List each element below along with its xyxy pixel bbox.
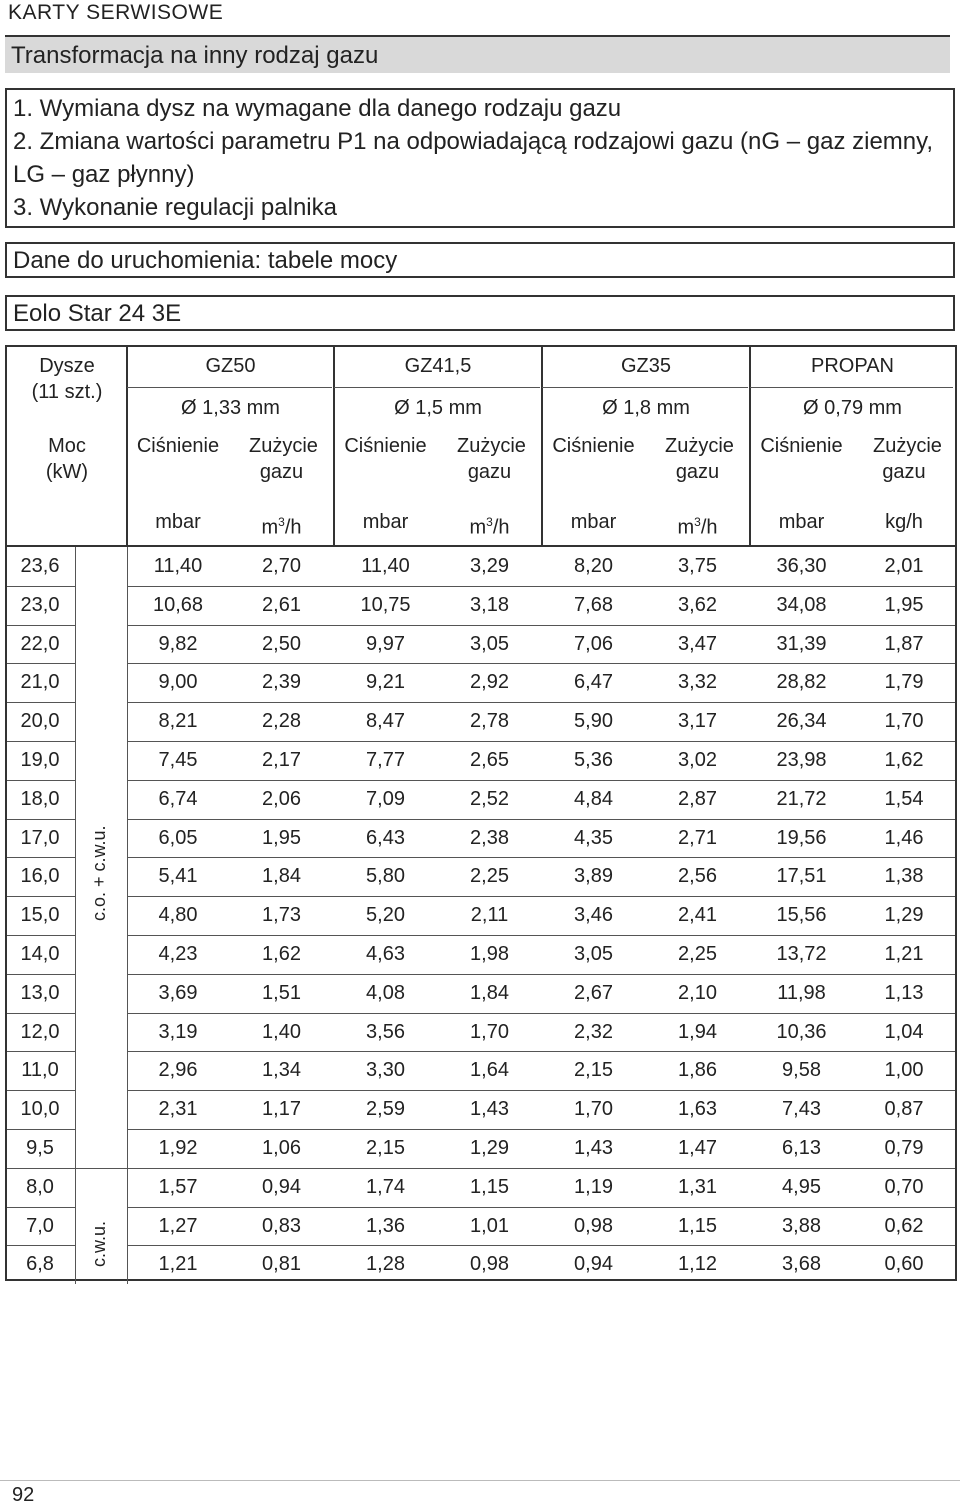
moc-unit: (kW) [45,461,89,483]
row-divider [127,1168,955,1169]
table-cell: 0,94 [262,1175,301,1198]
table-cell: 0,98 [574,1214,613,1237]
table-cell: 1,70 [470,1020,509,1043]
table-cell: 2,39 [262,671,301,694]
table-cell: 2,67 [574,981,613,1004]
table-cell: 2,01 [884,555,924,577]
nozzle-diameter: Ø 1,8 mm [602,397,690,419]
steps-list [5,88,955,228]
row-divider [7,1051,75,1052]
table-cell: 1,54 [884,787,924,810]
table-cell: 2,17 [262,749,301,771]
table-cell: 0,70 [884,1175,924,1198]
table-cell: 1,51 [262,981,301,1004]
table-cell: 2,31 [158,1098,198,1121]
table-cell: 31,39 [776,632,827,655]
header-spacer [7,425,955,426]
table-cell: 6,74 [158,787,198,810]
table-cell: 3,30 [366,1059,405,1082]
row-divider [127,625,955,626]
gas-name-divider [334,387,540,388]
table-cell: 10,75 [360,593,411,616]
table-cell: 2,28 [262,710,301,733]
table-cell: 2,06 [262,787,301,810]
table-cell: 1,79 [884,671,924,694]
table-cell: 6,47 [574,671,613,694]
table-cell: 4,35 [574,826,613,849]
table-cell: 1,87 [884,632,924,655]
dysze-count: (11 szt.) [31,381,103,403]
table-cell: 4,84 [574,787,613,810]
table-cell: 4,63 [366,943,405,965]
consumption-label: Zużycie gazu [249,435,318,483]
table-cell: 3,62 [678,593,717,616]
table-cell: 11,40 [361,555,410,577]
table-cell: 5,20 [366,904,405,927]
row-divider [7,819,75,820]
row-divider [7,1168,75,1169]
row-divider [7,857,75,858]
table-cell: 1,29 [884,904,924,927]
table-cell: 3,17 [678,710,717,733]
consumption-label: Zużycie gazu [457,435,526,483]
table-cell: 1,19 [574,1175,613,1198]
table-cell: 1,21 [884,943,924,965]
table-cell: 1,43 [470,1098,509,1121]
table-cell: 2,15 [574,1059,613,1082]
nozzle-diameter: Ø 1,5 mm [394,397,482,419]
table-cell: 1,86 [678,1059,717,1082]
table-cell: 4,08 [366,981,405,1004]
table-cell: 6,43 [366,826,405,849]
table-cell: 2,50 [262,632,301,655]
table-cell: 1,73 [262,904,301,927]
row-divider [7,1013,75,1014]
table-cell: 1,00 [884,1059,924,1082]
subtitle-box [5,242,955,278]
table-cell: 1,36 [366,1214,405,1237]
table-cell: 1,98 [470,943,509,965]
table-cell: 3,05 [574,943,613,965]
step-item: 2. Zmiana wartości parametru P1 na odpowiadającą rodzajowi gazu (nG – gaz ziemny, LG – gaz płynny) [13,128,934,188]
table-cell: 2,52 [470,787,509,810]
row-divider [7,1207,75,1208]
row-divider [127,1207,955,1208]
power-value: 19,0 [20,749,60,771]
row-divider [127,935,955,936]
row-divider [7,1129,75,1130]
table-cell: 15,56 [776,904,827,927]
title-bar [5,35,950,73]
table-cell: 1,13 [884,981,924,1004]
table-cell: 6,05 [158,826,198,849]
row-divider [7,896,75,897]
row-divider [127,1013,955,1014]
table-cell: 2,78 [470,710,509,733]
gas-name-divider [542,387,748,388]
table-cell: 5,80 [366,865,405,888]
table-cell: 0,83 [262,1214,301,1237]
mode-column-left-edge [75,547,76,1284]
table-cell: 2,15 [366,1137,405,1159]
table-cell: 5,41 [158,865,198,888]
table-cell: 1,27 [158,1214,198,1237]
table-cell: 9,82 [158,632,198,655]
table-cell: 1,38 [884,865,924,888]
table-cell: 10,36 [776,1020,827,1043]
table-cell: 1,84 [470,981,509,1004]
table-cell: 7,06 [574,632,613,655]
table-cell: 2,59 [366,1098,405,1121]
table-cell: 7,09 [366,787,405,810]
table-cell: 2,25 [678,943,717,965]
table-cell: 1,43 [574,1137,613,1159]
header-divider [7,545,955,547]
table-cell: 3,75 [678,555,717,577]
power-value: 23,6 [20,555,60,577]
table-cell: 5,90 [574,710,613,733]
pressure-unit: mbar [778,511,825,533]
table-cell: 0,87 [884,1098,924,1121]
table-cell: 8,21 [158,710,198,733]
consumption-label: Zużycie gazu [665,435,734,483]
table-cell: 2,32 [574,1020,613,1043]
table-cell: 2,10 [678,981,717,1004]
table-cell: 36,30 [776,555,827,577]
table-cell: 2,41 [678,904,717,927]
gas-name-divider [750,387,953,388]
power-value: 22,0 [20,632,60,655]
table-cell: 1,31 [678,1175,717,1198]
table-cell: 3,47 [678,632,717,655]
section-label: KARTY SERWISOWE [8,1,224,24]
power-value: 15,0 [20,904,60,927]
table-cell: 7,77 [366,749,405,771]
power-value: 21,0 [20,671,60,694]
row-divider [127,663,955,664]
row-divider [7,625,75,626]
table-cell: 3,05 [470,632,509,655]
pressure-unit: mbar [362,511,409,533]
table-cell: 2,38 [470,826,509,849]
row-divider [7,1245,75,1246]
row-divider [7,702,75,703]
table-cell: 26,34 [776,710,827,733]
table-cell: 1,12 [678,1253,717,1276]
table-cell: 3,69 [158,981,198,1004]
consumption-label: Zużycie gazu [873,435,942,483]
row-divider [127,741,955,742]
power-value: 6,8 [26,1253,54,1276]
row-divider [127,896,955,897]
row-divider [7,586,75,587]
power-value: 9,5 [26,1137,54,1159]
table-cell: 1,62 [884,749,924,771]
table-cell: 1,34 [262,1059,301,1082]
row-divider [127,857,955,858]
row-divider [127,1051,955,1052]
row-divider [127,586,955,587]
table-cell: 0,98 [470,1253,509,1276]
table-cell: 2,11 [470,904,509,927]
pressure-label: Ciśnienie [344,435,427,457]
table-cell: 2,92 [470,671,509,694]
subtitle: Dane do uruchomienia: tabele mocy [13,247,398,274]
pressure-unit: mbar [570,511,617,533]
table-cell: 2,71 [678,826,717,849]
consumption-unit: kg/h [885,511,923,533]
table-cell: 11,40 [153,555,203,577]
row-divider [7,780,75,781]
row-divider [127,1245,955,1246]
table-cell: 1,95 [884,593,924,616]
table-cell: 7,68 [574,593,613,616]
table-cell: 4,80 [158,904,198,927]
table-cell: 2,87 [678,787,717,810]
table-cell: 9,58 [782,1059,821,1082]
table-cell: 1,06 [262,1137,301,1159]
table-cell: 1,15 [678,1214,717,1237]
table-cell: 11,98 [777,981,826,1004]
table-cell: 1,04 [884,1020,924,1043]
table-cell: 2,25 [470,865,509,888]
power-table [5,345,957,1281]
table-cell: 1,28 [366,1253,405,1276]
power-value: 12,0 [20,1020,60,1043]
row-divider [7,935,75,936]
power-value: 7,0 [26,1214,54,1237]
mode-label-co-cwu: c.o. + c.w.u. [89,825,109,921]
gas-name: GZ41,5 [404,355,472,377]
nozzle-diameter: Ø 0,79 mm [803,397,902,419]
table-cell: 1,40 [262,1020,301,1043]
model-name: Eolo Star 24 3E [13,300,182,327]
row-divider [127,1090,955,1091]
footer-rule [0,1480,960,1481]
table-cell: 10,68 [152,593,204,616]
table-cell: 1,15 [470,1175,509,1198]
row-divider [7,663,75,664]
table-cell: 0,79 [884,1137,924,1159]
table-cell: 2,70 [262,555,301,577]
power-value: 8,0 [26,1175,54,1198]
pressure-label: Ciśnienie [760,435,843,457]
power-value: 10,0 [20,1098,60,1121]
table-cell: 3,88 [782,1214,821,1237]
row-divider [127,819,955,820]
table-cell: 1,29 [470,1137,509,1159]
power-value: 18,0 [20,787,60,810]
row-divider [127,974,955,975]
table-cell: 1,84 [262,865,301,888]
power-value: 23,0 [20,593,60,616]
dysze-label: Dysze [39,355,95,377]
row-divider [7,974,75,975]
power-value: 16,0 [20,865,60,888]
mode-label-cwu: c.w.u. [89,1221,109,1268]
row-divider [7,1090,75,1091]
step-item: 1. Wymiana dysz na wymagane dla danego rodzaju gazu [13,95,622,122]
table-cell: 1,46 [884,826,924,849]
table-cell: 5,36 [574,749,613,771]
power-value: 13,0 [20,981,60,1004]
table-cell: 0,60 [884,1253,924,1276]
table-cell: 1,57 [158,1175,198,1198]
table-cell: 1,70 [884,710,924,733]
power-value: 14,0 [20,943,60,965]
gas-name-divider [127,387,332,388]
table-cell: 3,46 [574,904,613,927]
table-cell: 3,18 [470,593,509,616]
moc-label: Moc [48,435,86,457]
table-cell: 1,92 [158,1137,198,1159]
page-title: Transformacja na inny rodzaj gazu [11,42,379,69]
table-cell: 34,08 [776,593,827,616]
table-cell: 19,56 [776,826,827,849]
consumption-unit: $m^3/h$ [261,515,302,539]
table-cell: 7,43 [782,1098,821,1121]
pressure-unit: mbar [155,511,201,533]
table-cell: 3,56 [366,1020,405,1043]
page-number: 92 [12,1484,35,1506]
table-cell: 0,62 [884,1214,924,1237]
table-cell: 1,63 [678,1098,717,1121]
power-value: 20,0 [20,710,60,733]
model-box [5,295,955,331]
table-cell: 17,51 [776,865,827,888]
table-cell: 3,32 [678,671,717,694]
table-cell: 1,95 [262,826,301,849]
table-cell: 4,23 [158,943,198,965]
table-cell: 2,56 [678,865,717,888]
table-cell: 3,89 [574,865,613,888]
table-cell: 1,64 [470,1059,509,1082]
table-cell: 9,97 [366,632,405,655]
gas-name: PROPAN [811,355,894,377]
table-cell: 3,02 [678,749,717,771]
table-cell: 28,82 [776,671,827,694]
table-cell: 3,29 [470,555,509,577]
gas-name: GZ50 [205,355,256,377]
pressure-label: Ciśnienie [552,435,635,457]
consumption-unit: $m^3/h$ [469,515,510,539]
table-cell: 1,62 [262,943,301,965]
table-cell: 0,94 [574,1253,613,1276]
table-cell: 7,45 [158,749,198,771]
table-cell: 23,98 [776,749,827,771]
table-cell: 1,21 [158,1253,198,1276]
row-divider [7,741,75,742]
table-cell: 1,01 [470,1214,509,1237]
table-cell: 8,47 [366,710,405,733]
gas-name: GZ35 [620,355,672,377]
row-divider [127,1129,955,1130]
row-divider [127,780,955,781]
step-item: 3. Wykonanie regulacji palnika [13,194,337,221]
table-cell: 13,72 [776,943,827,965]
table-cell: 9,21 [366,671,405,694]
row-divider [127,702,955,703]
mode-divider [75,1168,127,1169]
table-cell: 3,19 [158,1020,198,1043]
table-cell: 21,72 [776,787,827,810]
power-value: 17,0 [20,826,60,849]
table-cell: 3,68 [782,1253,821,1276]
table-cell: 1,17 [262,1098,301,1121]
table-cell: 1,70 [574,1098,613,1121]
consumption-unit: $m^3/h$ [677,515,718,539]
nozzle-diameter: Ø 1,33 mm [181,397,280,419]
table-cell: 1,47 [678,1137,717,1159]
table-cell: 2,96 [158,1059,198,1082]
table-cell: 1,74 [366,1175,405,1198]
table-cell: 8,20 [574,555,613,577]
power-value: 11,0 [21,1059,59,1082]
table-cell: 4,95 [782,1175,821,1198]
table-cell: 2,61 [262,593,301,616]
table-cell: 0,81 [262,1253,301,1276]
table-cell: 1,94 [678,1020,717,1043]
table-cell: 6,13 [782,1137,821,1159]
pressure-label: Ciśnienie [136,435,220,457]
table-cell: 9,00 [158,671,198,694]
table-cell: 2,65 [470,749,509,771]
